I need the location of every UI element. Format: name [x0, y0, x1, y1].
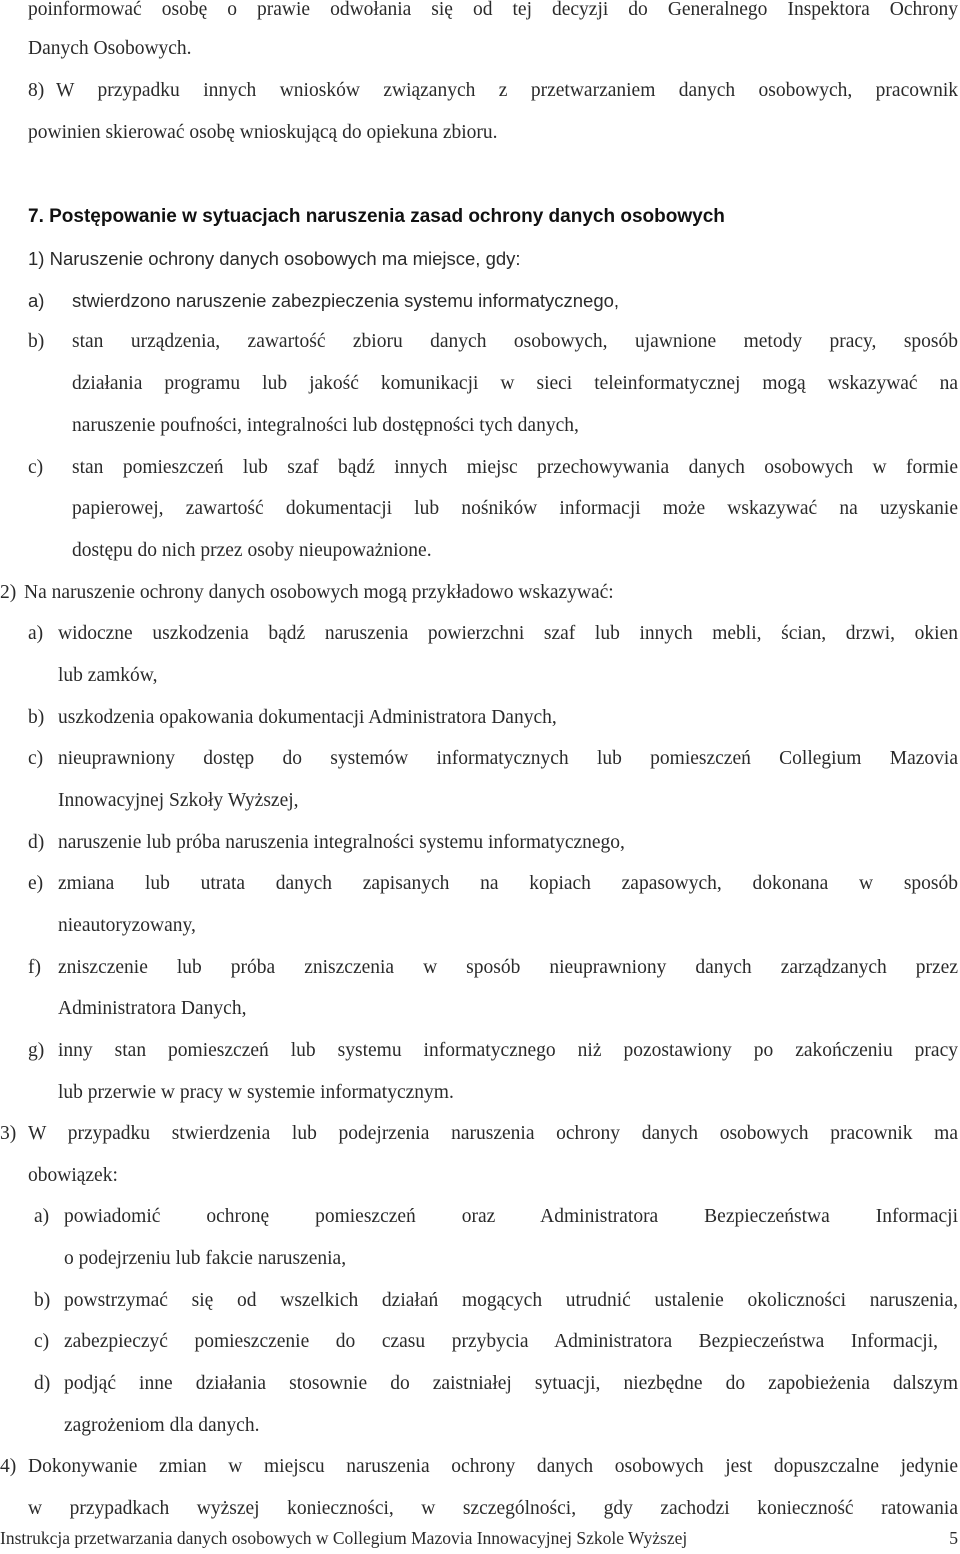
footer-title: Instrukcja przetwarzania danych osobowych w Collegium Mazovia Innowacyjnej Szkole Wyższej	[0, 1528, 688, 1548]
list-label: 3)	[0, 1123, 17, 1144]
list-item: stan pomieszczeń lub szaf bądź innych miejsc przechowywania danych osobowych w formie	[72, 457, 958, 478]
list-label: 8)	[28, 80, 45, 101]
list-item: zniszczenie lub próba zniszczenia w sposób nieuprawniony danych zarządzanych przez	[58, 957, 958, 978]
paragraph-line: obowiązek:	[28, 1165, 118, 1186]
page-footer	[0, 1526, 960, 1550]
list-label: c)	[34, 1331, 50, 1352]
list-item: uszkodzenia opakowania dokumentacji Administratora Danych,	[58, 707, 557, 728]
paragraph-line: Danych Osobowych.	[28, 38, 192, 59]
list-item: nieuprawniony dostęp do systemów informatycznych lub pomieszczeń Collegium Mazovia	[58, 748, 958, 769]
list-label: c)	[28, 748, 44, 769]
paragraph-line: 1) Naruszenie ochrony danych osobowych ma miejsce, gdy:	[28, 248, 521, 269]
list-item: powstrzymać się od wszelkich działań mogących utrudnić ustalenie okoliczności naruszenia,	[64, 1290, 958, 1311]
list-item: stwierdzono naruszenie zabezpieczenia systemu informatycznego,	[72, 290, 620, 311]
paragraph-line: dostępu do nich przez osoby nieupoważnione.	[72, 540, 432, 561]
paragraph-line: zagrożeniom dla danych.	[64, 1415, 260, 1436]
list-label: b)	[34, 1290, 51, 1311]
paragraph-line: Administratora Danych,	[58, 998, 247, 1019]
paragraph-line: w przypadkach wyższej konieczności, w szczególności, gdy zachodzi konieczność ratowania	[28, 1498, 958, 1519]
list-label: f)	[28, 957, 41, 978]
list-item: widoczne uszkodzenia bądź naruszenia powierzchni szaf lub innych mebli, ścian, drzwi, okien	[58, 623, 958, 644]
paragraph-line: naruszenie poufności, integralności lub dostępności tych danych,	[72, 415, 579, 436]
paragraph-line: nieautoryzowany,	[58, 915, 196, 936]
list-item: inny stan pomieszczeń lub systemu informatycznego niż pozostawiony po zakończeniu pracy	[58, 1040, 958, 1061]
paragraph-line: lub zamków,	[58, 665, 158, 686]
list-label: b)	[28, 707, 45, 728]
list-label: b)	[28, 331, 45, 352]
list-label: d)	[34, 1373, 51, 1394]
list-label: g)	[28, 1040, 45, 1061]
paragraph-line: poinformować osobę o prawie odwołania się od tej decyzji do Generalnego Inspektora Ochrony	[28, 0, 958, 20]
list-item: W przypadku stwierdzenia lub podejrzenia naruszenia ochrony danych osobowych pracownik ma	[28, 1123, 958, 1144]
page-number: 5	[949, 1528, 958, 1548]
paragraph-line: o podejrzeniu lub fakcie naruszenia,	[64, 1248, 347, 1269]
paragraph-line: działania programu lub jakość komunikacji w sieci teleinformatycznej mogą wskazywać na	[72, 373, 958, 394]
list-label: c)	[28, 457, 44, 478]
list-label: a)	[34, 1206, 50, 1227]
list-item: podjąć inne działania stosownie do zaistniałej sytuacji, niezbędne do zapobieżenia dalszym	[64, 1373, 958, 1394]
list-item: zmiana lub utrata danych zapisanych na kopiach zapasowych, dokonana w sposób	[58, 873, 958, 894]
paragraph-line: lub przerwie w pracy w systemie informatycznym.	[58, 1082, 454, 1103]
paragraph-line: Innowacyjnej Szkoły Wyższej,	[58, 790, 299, 811]
list-item: zabezpieczyć pomieszczenie do czasu przybycia Administratora Bezpieczeństwa Informacji,	[64, 1331, 938, 1352]
list-label: a)	[28, 623, 44, 644]
paragraph-line: papierowej, zawartość dokumentacji lub nośników informacji może wskazywać na uzyskanie	[72, 498, 958, 519]
list-label: 4)	[0, 1456, 17, 1477]
list-item: naruszenie lub próba naruszenia integralności systemu informatycznego,	[58, 832, 625, 853]
section-heading: 7. Postępowanie w sytuacjach naruszenia zasad ochrony danych osobowych	[28, 206, 725, 227]
list-item: Na naruszenie ochrony danych osobowych mogą przykładowo wskazywać:	[24, 582, 614, 603]
list-label: e)	[28, 873, 44, 894]
paragraph-line: powinien skierować osobę wnioskującą do opiekuna zbioru.	[28, 122, 498, 143]
list-item: Dokonywanie zmian w miejscu naruszenia ochrony danych osobowych jest dopuszczalne jedynie	[28, 1456, 958, 1477]
list-label: d)	[28, 832, 45, 853]
list-label: 2)	[0, 582, 17, 603]
list-label: a)	[28, 290, 45, 311]
list-item: stan urządzenia, zawartość zbioru danych osobowych, ujawnione metody pracy, sposób	[72, 331, 958, 352]
paragraph-line: W przypadku innych wniosków związanych z przetwarzaniem danych osobowych, pracownik	[56, 80, 958, 101]
list-item: powiadomić ochronę pomieszczeń oraz Administratora Bezpieczeństwa Informacji	[64, 1206, 958, 1227]
